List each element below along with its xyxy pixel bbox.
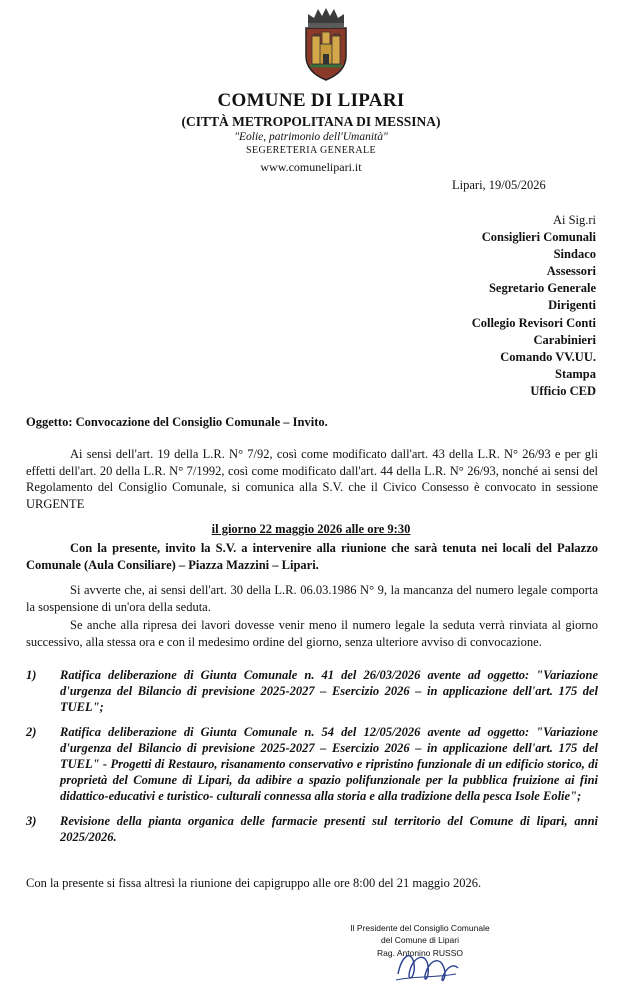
recipient-item: Dirigenti [548, 298, 596, 313]
postponement-paragraph: Se anche alla ripresa dei lavori dovesse venir meno il numero legale la seduta verrà rinviata al giorno successivo, alla stessa ora e con il medesimo ordine del giorno, senza ulteriore avviso di convocazione. [26, 618, 598, 649]
agenda-list [26, 667, 598, 854]
meeting-date: il giorno 22 maggio 2026 alle ore 9:30 [211, 522, 411, 536]
recipient-item: Assessori [546, 264, 596, 279]
date-line: Lipari, 19/05/2026 [452, 178, 546, 192]
recipient-item: Comando VV.UU. [500, 349, 596, 364]
agenda-item-number: 1) [26, 668, 37, 682]
subject-line: Oggetto: Convocazione del Consiglio Comunale – Invito. [26, 415, 328, 429]
department-name: SEGERETERIA GENERALE [246, 145, 376, 156]
agenda-item [26, 813, 598, 845]
recipient-item: Stampa [555, 366, 596, 381]
agenda-item [26, 724, 598, 804]
recipient-item: Sindaco [553, 247, 596, 262]
recipient-item: Collegio Revisori Conti [471, 315, 596, 330]
signature-title: Il Presidente del Consiglio Comunale [350, 923, 490, 933]
agenda-item [26, 667, 598, 715]
handwritten-signature [392, 944, 462, 990]
municipal-crest-icon [300, 6, 352, 82]
website-link[interactable]: www.comunelipari.it [260, 160, 362, 174]
motto: "Eolie, patrimonio dell'Umanità" [234, 131, 388, 143]
municipality-name: COMUNE DI LIPARI [217, 90, 405, 111]
recipient-item: Ufficio CED [530, 383, 596, 398]
recipient-item: Segretario Generale [488, 281, 596, 296]
recipient-item: Consiglieri Comunali [481, 230, 596, 245]
agenda-item-text: Ratifica deliberazione di Giunta Comunale n. 54 del 12/05/2026 avente ad oggetto: "Variazione d'urgenza del Bilancio di previsione 2025-2027 – Esercizio 2026 – in applicazione dell'art. 175 del TUEL" - Progetti di Restauro, risanamento conservativo e ripristino funzionale di un edificio storico, di proprietà del Comune di Lipari, da adibire a spazio polifunzionale per la pubblica fruizione ai fini didattico-educativi e turistico- culturali connessa alla storia e alla tradizione della pesca Isole Eolie"; [60, 725, 598, 803]
agenda-item-text: Revisione della pianta organica delle farmacie presenti sul territorio del Comune di lipari, anni 2025/2026. [60, 814, 598, 844]
group-leaders-paragraph: Con la presente si fissa altresì la riunione dei capigruppo alle ore 8:00 del 21 maggio 2026. [26, 876, 482, 890]
quorum-paragraph: Si avverte che, ai sensi dell'art. 30 della L.R. 06.03.1986 N° 9, la mancanza del numero legale comporta la sospensione di un'ora della seduta. [26, 583, 598, 614]
signatory-name: Rag. Antonino RUSSO [377, 947, 463, 958]
agenda-item-text: Ratifica deliberazione di Giunta Comunale n. 41 del 26/03/2026 avente ad oggetto: "Variazione d'urgenza del Bilancio di previsione 2025-2027 – Esercizio 2026 – in applicazione dell'art. 175 del TUEL"; [60, 668, 598, 714]
metropolitan-city: (CITTÀ METROPOLITANA DI MESSINA) [181, 114, 441, 129]
recipient-item: Carabinieri [533, 332, 596, 347]
agenda-item-number: 2) [26, 725, 37, 739]
agenda-item-number: 3) [26, 814, 37, 828]
invitation-paragraph: Con la presente, invito la S.V. a intervenire alla riunione che sarà tenuta nei locali del Palazzo Comunale (Aula Consiliare) – Piazza Mazzini – Lipari. [26, 541, 598, 572]
recipients-greeting: Ai Sig.ri [552, 213, 596, 227]
legal-basis-paragraph: Ai sensi dell'art. 19 della L.R. N° 7/92, così come modificato dall'art. 43 della L.R. N° 26/93 e per gli effetti dell'art. 20 della L.R. N° 7/1992, così come modificato dall'art. 44 della L.R. N° 26/93, nonché ai sensi del Regolamento del Consiglio Comunale, si comunica alla S.V. che il Civico Consesso è convocato in sessione URGENTE [26, 447, 598, 511]
signature-entity: del Comune di Lipari [381, 935, 459, 946]
recipients-block [472, 212, 596, 400]
